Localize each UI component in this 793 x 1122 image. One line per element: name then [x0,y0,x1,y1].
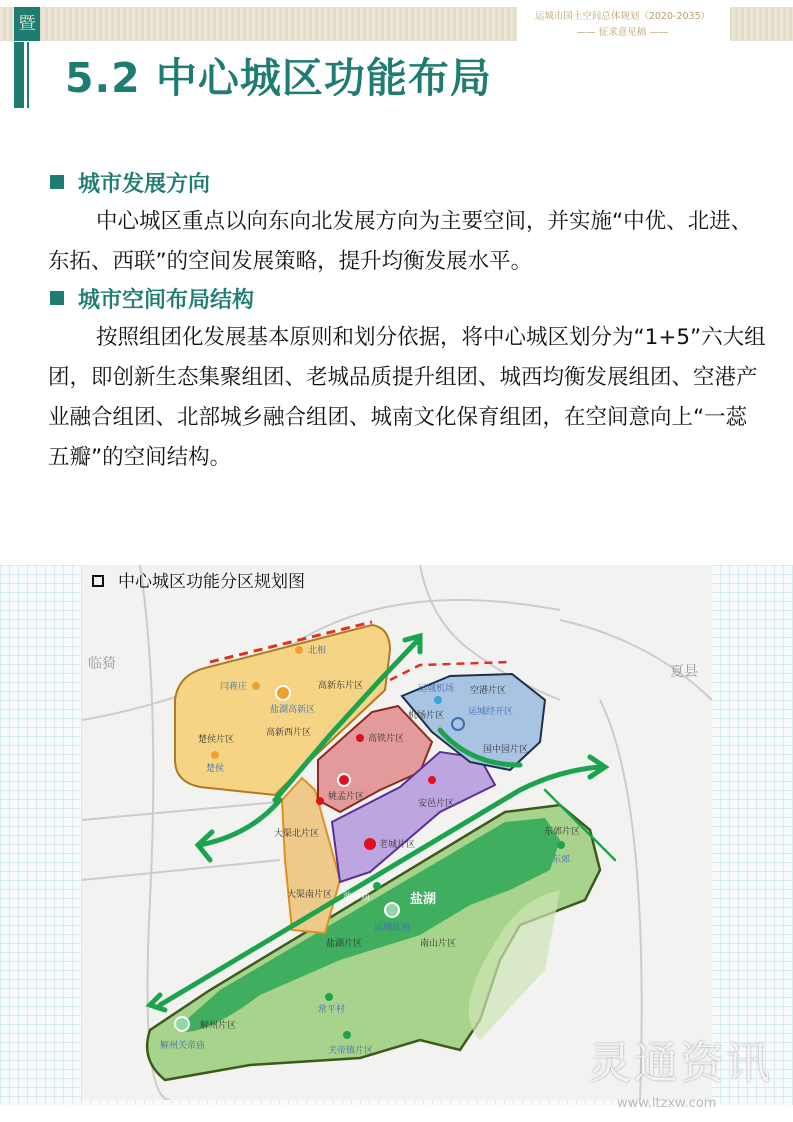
map-label: 大渠北片区 [274,829,320,839]
content [48,168,768,480]
map-label: 姚孟片区 [328,792,365,802]
map-label: 常平村 [318,1005,346,1015]
map-label: 空港片区 [470,686,507,696]
map-label: 关帝镇片区 [328,1046,374,1056]
map-label: 盐湖高新区 [270,705,316,715]
logo: 暨 [14,7,40,41]
section-body-direction: 中心城区重点以向东向北发展方向为主要空间，并实施“中优、北进、东拓、西联”的空间发展策略，提升均衡发展水平。 [48,209,753,274]
watermark-url: www.ltzxw.com [617,1096,717,1111]
map-label: 东郊片区 [544,827,581,837]
place-label: 夏县 [670,664,698,680]
map-label: 解州关帝庙 [160,1041,206,1051]
map-label: 南山片区 [420,939,457,949]
marker-dot [557,841,565,849]
marker-center [276,686,290,700]
marker-dot [211,751,219,759]
section-heading-direction [48,168,768,202]
map-label: 高新东片区 [318,681,364,691]
heading-text: 城市空间布局结构 [78,288,255,313]
marker-dot [373,882,381,890]
map-label: 池神庙 [343,892,371,902]
map-label: 楚侯 [206,764,225,774]
map-label: 大渠南片区 [287,890,333,900]
marker-dot [364,838,376,850]
accent-bar [14,42,24,108]
heading-text: 城市发展方向 [78,172,211,197]
marker-dot [428,776,436,784]
map-title-text: 中心城区功能分区规划图 [118,572,305,592]
map-label: 安邑片区 [418,799,455,809]
watermark: 灵通资讯 [588,1038,772,1089]
marker-dot [356,734,364,742]
section-body-structure: 按照组团化发展基本原则和划分依据，将中心城区划分为“1+5”六大组团，即创新生态集聚组团、老城品质提升组团、城西均衡发展组团、空港产业融合组团、北部城乡融合组团、城南文化保育组团，在空间意向上“一蕊五瓣”的空间结构。 [48,325,766,470]
map-label: 运城经开区 [468,707,514,717]
map-title [92,571,305,593]
place-label: 临猗 [88,656,116,672]
square-bullet-icon [92,575,104,587]
map-label: 运城盐池 [374,923,411,933]
accent-line [27,42,29,108]
map-label: 运城机场 [418,684,455,694]
map-label: 机场片区 [408,711,445,721]
map-label: 盐湖 [410,892,437,907]
marker-center [175,1017,189,1031]
marker-center [385,903,399,917]
map-label: 高新西片区 [266,728,312,738]
marker-dot [325,993,333,1001]
marker-dot [295,646,303,654]
map-label: 东郊 [552,855,571,865]
map-label: 老城片区 [379,840,416,850]
function-zoning-map [0,565,793,1100]
marker-dot [434,696,442,704]
map-label: 高铁片区 [368,734,405,744]
map-label: 闫蒋庄 [220,682,248,692]
section-heading-structure [48,284,768,318]
map-label: 解州片区 [200,1021,237,1031]
map-label: 楚侯片区 [198,735,235,745]
bullet-square-icon [50,291,64,305]
marker-dot [343,1031,351,1039]
marker-dot [252,682,260,690]
map-label: 盐湖片区 [326,939,363,949]
marker-dot [316,797,324,805]
map-label: 国中园片区 [483,745,529,755]
map-label: 北相 [308,646,327,656]
document-subtitle: —— 征求意见稿 —— [576,27,669,38]
marker-center [338,774,350,786]
document-title: 运城市国土空间总体规划（2020-2035） [534,11,711,22]
bullet-square-icon [50,175,64,189]
page-title: 5.2 中心城区功能布局 [65,54,492,102]
